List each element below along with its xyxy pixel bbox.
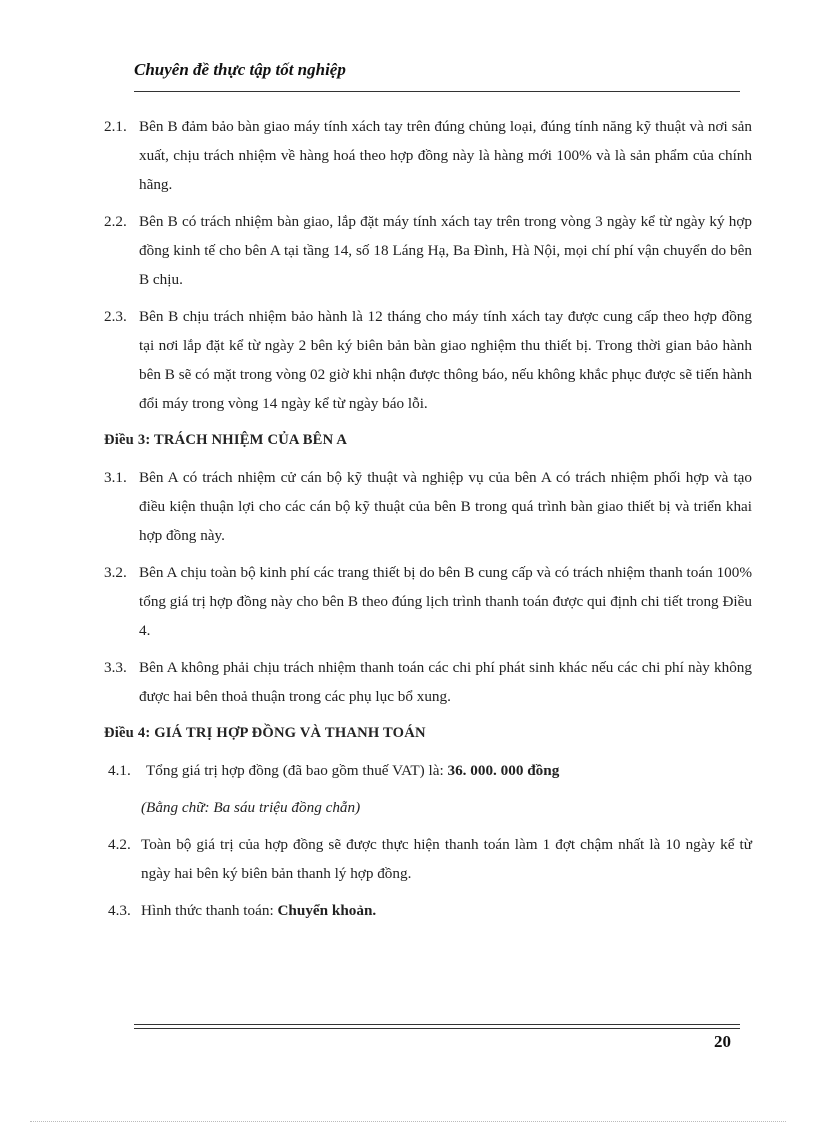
article-4-heading: Điều 4: GIÁ TRỊ HỢP ĐỒNG VÀ THANH TOÁN <box>104 725 426 741</box>
payment-method-label: Hình thức thanh toán: <box>141 902 278 919</box>
clause-3-1 <box>0 463 816 550</box>
clause-2-2 <box>0 207 816 294</box>
page-number: 20 <box>714 1032 731 1051</box>
footer-divider <box>134 1024 740 1025</box>
footer-divider-thin <box>134 1028 740 1029</box>
payment-method-value: Chuyển khoản. <box>277 902 377 919</box>
header-title: Chuyên đề thực tập tốt nghiệp <box>134 60 346 79</box>
clause-text: Bên B chịu trách nhiệm bảo hành là 12 tháng cho máy tính xách tay được cung cấp theo hợp đồng tại nơi lắp đặt kể từ ngày 2 bên ký biên bản bàn giao nghiệm thu thiết bị. Trong thời gian bảo hành bên B sẽ có mặt trong vòng 02 giờ khi nhận được thông báo, nếu không khắc phục được sẽ tiến hành đổi máy trong vòng 14 ngày kể từ ngày báo lỗi. <box>139 308 752 412</box>
clause-number: 4.2. <box>108 836 131 853</box>
clause-4-2 <box>0 830 816 888</box>
clause-text: Bên A chịu toàn bộ kinh phí các trang thiết bị do bên B cung cấp và có trách nhiệm thanh toán 100% tổng giá trị hợp đồng này cho bên B theo đúng lịch trình thanh toán được qui định chi tiết trong Điều 4. <box>139 564 752 639</box>
clause-number: 2.1. <box>104 118 127 135</box>
clause-4-1 <box>0 756 816 785</box>
contract-value-label: Tổng giá trị hợp đồng (đã bao gồm thuế VAT) là: <box>146 762 448 779</box>
clause-3-3 <box>0 653 816 711</box>
clause-number: 4.3. <box>108 902 131 919</box>
clause-text: Bên B đảm bảo bàn giao máy tính xách tay trên đúng chủng loại, đúng tính năng kỹ thuật và nơi sản xuất, chịu trách nhiệm về hàng hoá theo hợp đồng này là hàng mới 100% và là sản phẩm của chính hãng. <box>139 118 752 193</box>
clause-4-3 <box>0 896 816 925</box>
page-bottom-edge <box>30 1121 786 1122</box>
clause-number: 3.3. <box>104 659 127 676</box>
clause-2-3 <box>0 302 816 418</box>
header-divider <box>134 91 740 92</box>
document-body <box>0 112 816 925</box>
clause-number: 2.3. <box>104 308 127 325</box>
clause-3-2 <box>0 558 816 645</box>
contract-value-amount: 36. 000. 000 đồng <box>447 762 560 779</box>
clause-number: 3.2. <box>104 564 127 581</box>
clause-text: Bên B có trách nhiệm bàn giao, lắp đặt máy tính xách tay trên trong vòng 3 ngày kể từ ngày ký hợp đồng kinh tế cho bên A tại tầng 14, số 18 Láng Hạ, Ba Đình, Hà Nội, mọi chí phí vận chuyển do bên B chịu. <box>139 213 752 288</box>
clause-text: Toàn bộ giá trị của hợp đồng sẽ được thực hiện thanh toán làm 1 đợt chậm nhất là 10 ngày kể từ ngày hai bên ký biên bản thanh lý hợp đồng. <box>141 836 752 882</box>
clause-number: 4.1. <box>108 762 131 779</box>
article-3-heading: Điều 3: TRÁCH NHIỆM CỦA BÊN A <box>104 432 348 448</box>
clause-number: 3.1. <box>104 469 127 486</box>
clause-text: Bên A không phải chịu trách nhiệm thanh toán các chi phí phát sinh khác nếu các chi phí này không được hai bên thoả thuận trong các phụ lục bổ xung. <box>139 659 752 705</box>
clause-number: 2.2. <box>104 213 127 230</box>
contract-value-in-words: (Bằng chữ: Ba sáu triệu đồng chẵn) <box>141 799 361 816</box>
clause-2-1 <box>0 112 816 199</box>
clause-text: Bên A có trách nhiệm cử cán bộ kỹ thuật và nghiệp vụ của bên A có trách nhiệm phối hợp và tạo điều kiện thuận lợi cho các cán bộ kỹ thuật của bên B trong quá trình bàn giao thiết bị và triển khai hợp đồng này. <box>139 469 752 544</box>
